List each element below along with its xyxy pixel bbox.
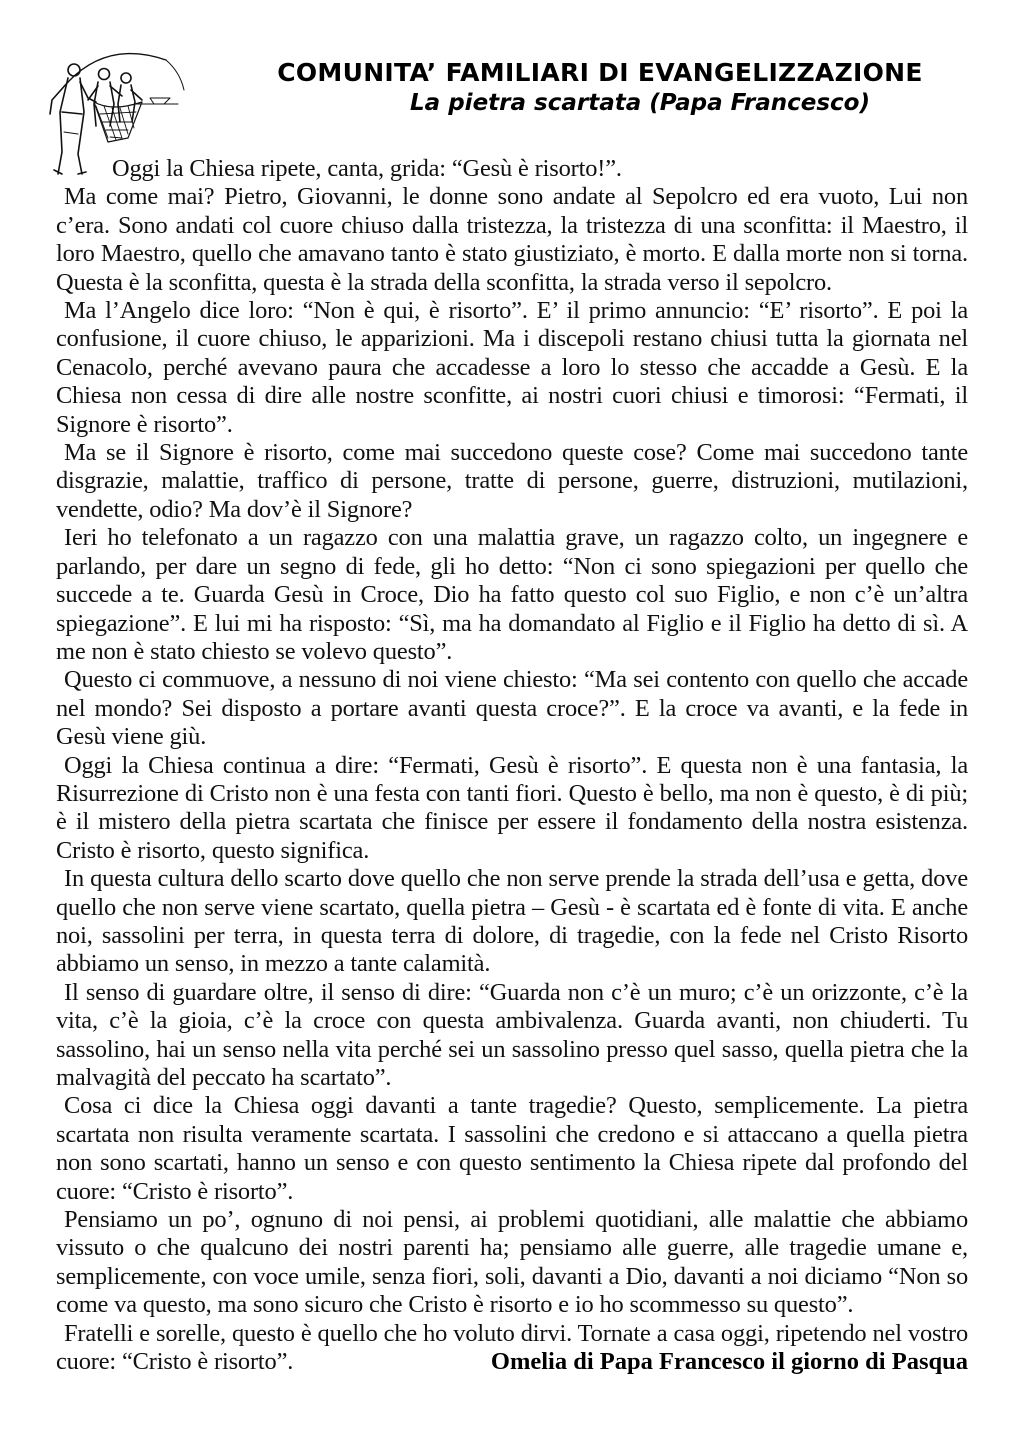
- paragraph: Ieri ho telefonato a un ragazzo con una malattia grave, un ragazzo colto, un ingegnere e parlando, per dare un segno di fede, gli ho detto: “Non ci sono spiegazioni per quello che succede a te. Guarda Gesù in Croce, Dio ha fatto questo col suo Figlio, e non c’è un’altra spiegazione”. E lui mi ha risposto: “Sì, ma ha domandato al Figlio e il Figlio ha detto di sì. A me non è stato chiesto se volevo questo”.: [56, 524, 968, 665]
- paragraph: Il senso di guardare oltre, il senso di dire: “Guarda non c’è un muro; c’è un orizzonte, c’è la vita, c’è la gioia, c’è la croce con questa ambivalenza. Guarda avanti, non chiuderti. Tu sassolino, hai un senso nella vita perché sei un sassolino presso quel sasso, quella pietra che la malvagità del peccato ha scartato”.: [56, 978, 968, 1091]
- paragraph: Oggi la Chiesa ripete, canta, grida: “Gesù è risorto!”.: [112, 155, 622, 182]
- paragraph: Questo ci commuove, a nessuno di noi viene chiesto: “Ma sei contento con quello che accade nel mondo? Sei disposto a portare avanti questa croce?”. E la croce va avanti, e la fede in Gesù viene giù.: [56, 666, 968, 751]
- paragraph: Ma se il Signore è risorto, come mai succedono queste cose? Come mai succedono tante disgrazie, malattie, traffico di persone, tratte di persone, guerre, distruzioni, mutilazioni, vendette, odio? Ma dov’è il Signore?: [56, 439, 968, 523]
- document-header: [225, 58, 975, 118]
- page-subtitle: La pietra scartata (Papa Francesco): [410, 90, 870, 116]
- paragraph: Fratelli e sorelle, questo è quello che ho voluto dirvi. Tornate a casa oggi, ripetendo nel vostro cuore: “Cristo è risorto”.: [56, 1319, 968, 1376]
- paragraph: Ma come mai? Pietro, Giovanni, le donne sono andate al Sepolcro ed era vuoto, Lui non c’era. Sono andati col cuore chiuso dalla tristezza, la tristezza di una sconfitta: il Maestro, il loro Maestro, quello che amavano tanto è stato giustiziato, è morto. E dalla morte non si torna. Questa è la sconfitta, questa è la strada della sconfitta, la strada verso il sepolcro.: [56, 183, 968, 296]
- paragraph: Ma l’Angelo dice loro: “Non è qui, è risorto”. E’ il primo annuncio: “E’ risorto”. E poi la confusione, il cuore chiuso, le apparizioni. Ma i discepoli restano chiusi tutta la giornata nel Cenacolo, perché avevano paura che accadesse a loro lo stesso che accadde a Gesù. E la Chiesa non cessa di dire alle nostre sconfitte, ai nostri cuori chiusi e timorosi: “Fermati, il Signore è risorto”.: [56, 297, 968, 438]
- paragraph: Cosa ci dice la Chiesa oggi davanti a tante tragedie? Questo, semplicemente. La pietra scartata non risulta veramente scartata. I sassolini che credono e si attaccano a quella pietra non sono scartati, hanno un senso e con questo sentimento la Chiesa ripete dal profondo del cuore: “Cristo è risorto”.: [56, 1092, 968, 1205]
- homily-text: [56, 155, 968, 1376]
- homily-attribution: Omelia di Papa Francesco il giorno di Pasqua: [490, 1348, 968, 1375]
- paragraph: Oggi la Chiesa continua a dire: “Fermati, Gesù è risorto”. E questa non è una fantasia, la Risurrezione di Cristo non è una festa con tanti fiori. Questo è bello, ma non è questo, è di più; è il mistero della pietra scartata che finisce per essere il fondamento della nostra esistenza. Cristo è risorto, questo significa.: [56, 751, 968, 864]
- paragraph: In questa cultura dello scarto dove quello che non serve prende la strada dell’usa e getta, dove quello che non serve viene scartato, quella pietra – Gesù - è scartata ed è fonte di vita. E anche noi, sassolini per terra, in questa terra di dolore, di tragedie, con la fede nel Cristo Risorto abbiamo un senso, in mezzo a tante calamità.: [56, 865, 968, 978]
- paragraph: Pensiamo un po’, ognuno di noi pensi, ai problemi quotidiani, alle malattie che abbiamo vissuto o che qualcuno dei nostri parenti ha; pensiamo alle guerre, alle tragedie umane e, semplicemente, con voce umile, senza fiori, soli, davanti a Dio, davanti a noi diciamo “Non so come va questo, ma sono sicuro che Cristo è risorto e io ho scommesso su questo”.: [56, 1206, 968, 1319]
- page-title: COMUNITA’ FAMILIARI DI EVANGELIZZAZIONE: [277, 58, 923, 87]
